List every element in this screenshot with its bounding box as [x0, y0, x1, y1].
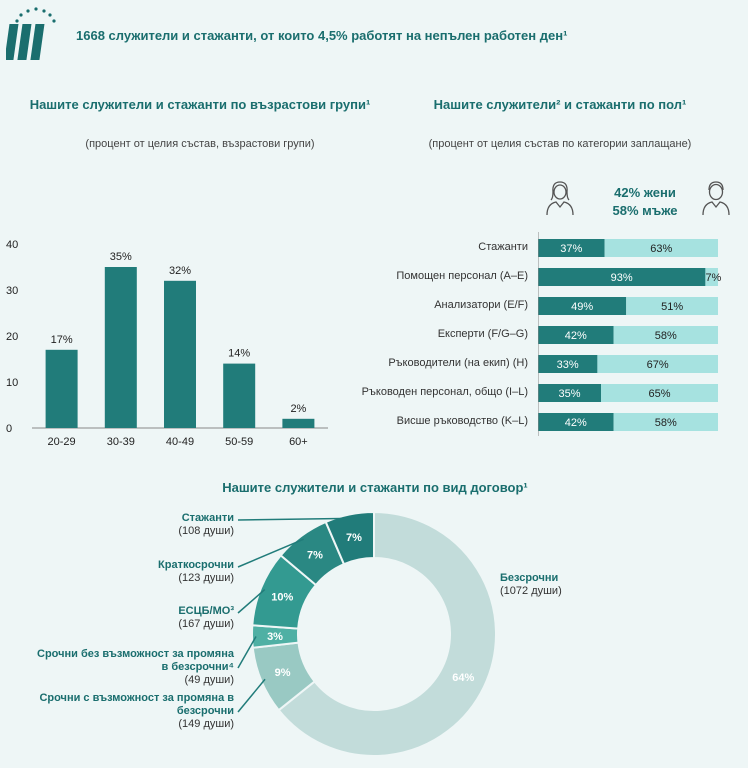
donut-legend-entry	[4, 692, 234, 731]
age-bar	[105, 267, 137, 428]
gender-bar-female-label: 49%	[571, 301, 594, 313]
age-x-tick-label: 30-39	[106, 436, 135, 448]
donut-legend-entry	[158, 559, 234, 585]
age-y-tick-label: 30	[6, 285, 19, 297]
donut-legend-count: (149 души)	[178, 718, 234, 730]
donut-legend-count: (123 души)	[178, 572, 234, 584]
age-bar	[282, 419, 314, 428]
donut-legend-entry	[178, 605, 234, 631]
donut-legend-count: (1072 души)	[500, 585, 562, 597]
donut-slice-label: 7%	[346, 532, 362, 545]
donut-legend-name: Срочни без възможност за промяна в безсрочни⁴	[37, 648, 234, 673]
donut-legend-name: Краткосрочни	[158, 559, 234, 571]
gender-bar-male-label: 65%	[648, 388, 671, 400]
donut-slice-label: 9%	[274, 666, 291, 679]
gender-category-label: Ръководители (на екип) (H)	[388, 357, 528, 369]
age-chart-subtitle: (процент от целия състав, възрастови групи)	[85, 138, 315, 150]
age-bar	[164, 281, 196, 428]
age-bar-value-label: 35%	[109, 251, 132, 263]
donut-slice-label: 64%	[452, 671, 475, 684]
gender-category-label: Анализатори (E/F)	[434, 299, 528, 311]
donut-legend-entry	[34, 648, 234, 687]
gender-bar-female-label: 42%	[564, 417, 587, 429]
gender-category-label: Стажанти	[478, 241, 528, 253]
age-x-tick-label: 40-49	[165, 436, 195, 448]
donut-legend-count: (167 души)	[178, 618, 234, 630]
donut-legend-entry	[178, 512, 234, 538]
donut-leader-line	[238, 679, 265, 712]
donut-legend-count: (49 души)	[184, 674, 234, 686]
ecb-logo	[6, 6, 62, 62]
age-y-tick-label: 0	[6, 423, 13, 435]
gender-category-label: Помощен персонал (A–E)	[396, 270, 528, 282]
donut-legend-name: Стажанти	[181, 512, 234, 524]
age-chart-title: Нашите служители и стажанти по възрастови групи¹	[29, 97, 371, 112]
donut-slice-label: 7%	[307, 549, 323, 562]
age-bar-value-label: 17%	[50, 333, 73, 346]
gender-bar-male-label: 63%	[650, 243, 673, 255]
gender-chart-subtitle: (процент от целия състав по категории заплащане)	[428, 138, 692, 150]
female-stat: 42% жени	[614, 185, 676, 200]
donut-legend-name: Срочни с възможност за промяна в безсрочни	[39, 692, 234, 717]
gender-bar-male-label: 51%	[661, 301, 684, 313]
donut-legend-name: ЕСЦБ/МО³	[178, 605, 234, 617]
ecb-logo-icon	[6, 6, 62, 62]
age-y-tick-label: 10	[6, 377, 19, 389]
gender-category-label: Ръководен персонал, общо (I–L)	[361, 386, 528, 398]
gender-category-label: Висше ръководство (K–L)	[396, 415, 528, 427]
gender-bar-male-label: 58%	[654, 330, 677, 342]
donut-legend-count: (108 души)	[178, 525, 234, 537]
gender-bar-male-label: 58%	[654, 417, 677, 429]
age-bar-value-label: 32%	[168, 264, 192, 277]
age-bar-value-label: 2%	[290, 402, 307, 415]
gender-bar-female-label: 93%	[610, 272, 633, 284]
page-title: 1668 служители и стажанти, от които 4,5% работят на непълен работен ден¹	[76, 28, 568, 43]
age-bar-value-label: 14%	[228, 347, 251, 360]
gender-bar-female-label: 42%	[564, 330, 587, 342]
gender-bar-male-label: 67%	[646, 359, 669, 371]
gender-chart-title: Нашите служители² и стажанти по пол¹	[433, 97, 687, 112]
age-bar-chart	[0, 230, 340, 455]
age-x-tick-label: 50-59	[225, 436, 254, 448]
age-y-tick-label: 40	[6, 239, 19, 251]
age-y-tick-label: 20	[6, 331, 19, 343]
gender-category-label: Експерти (F/G–G)	[437, 328, 528, 340]
donut-slice-label: 10%	[271, 591, 294, 604]
age-x-tick-label: 60+	[289, 436, 308, 448]
age-bar	[46, 350, 78, 428]
age-x-tick-label: 20-29	[47, 436, 76, 448]
donut-slice-label: 3%	[267, 631, 283, 644]
gender-bar-female-label: 37%	[560, 243, 583, 255]
male-stat: 58% мъже	[612, 203, 678, 218]
woman-icon	[544, 178, 576, 216]
donut-legend-entry	[500, 572, 562, 598]
man-icon	[700, 178, 732, 216]
donut-legend-name: Безсрочни	[500, 572, 559, 584]
gender-bar-female-label: 33%	[556, 359, 579, 371]
age-bar	[223, 364, 255, 428]
gender-bar-female-label: 35%	[558, 388, 581, 400]
gender-stacked-chart	[538, 232, 748, 442]
gender-bar-male-label: 7%	[705, 272, 722, 284]
contract-chart-title: Нашите служители и стажанти по вид договор¹	[222, 480, 528, 495]
